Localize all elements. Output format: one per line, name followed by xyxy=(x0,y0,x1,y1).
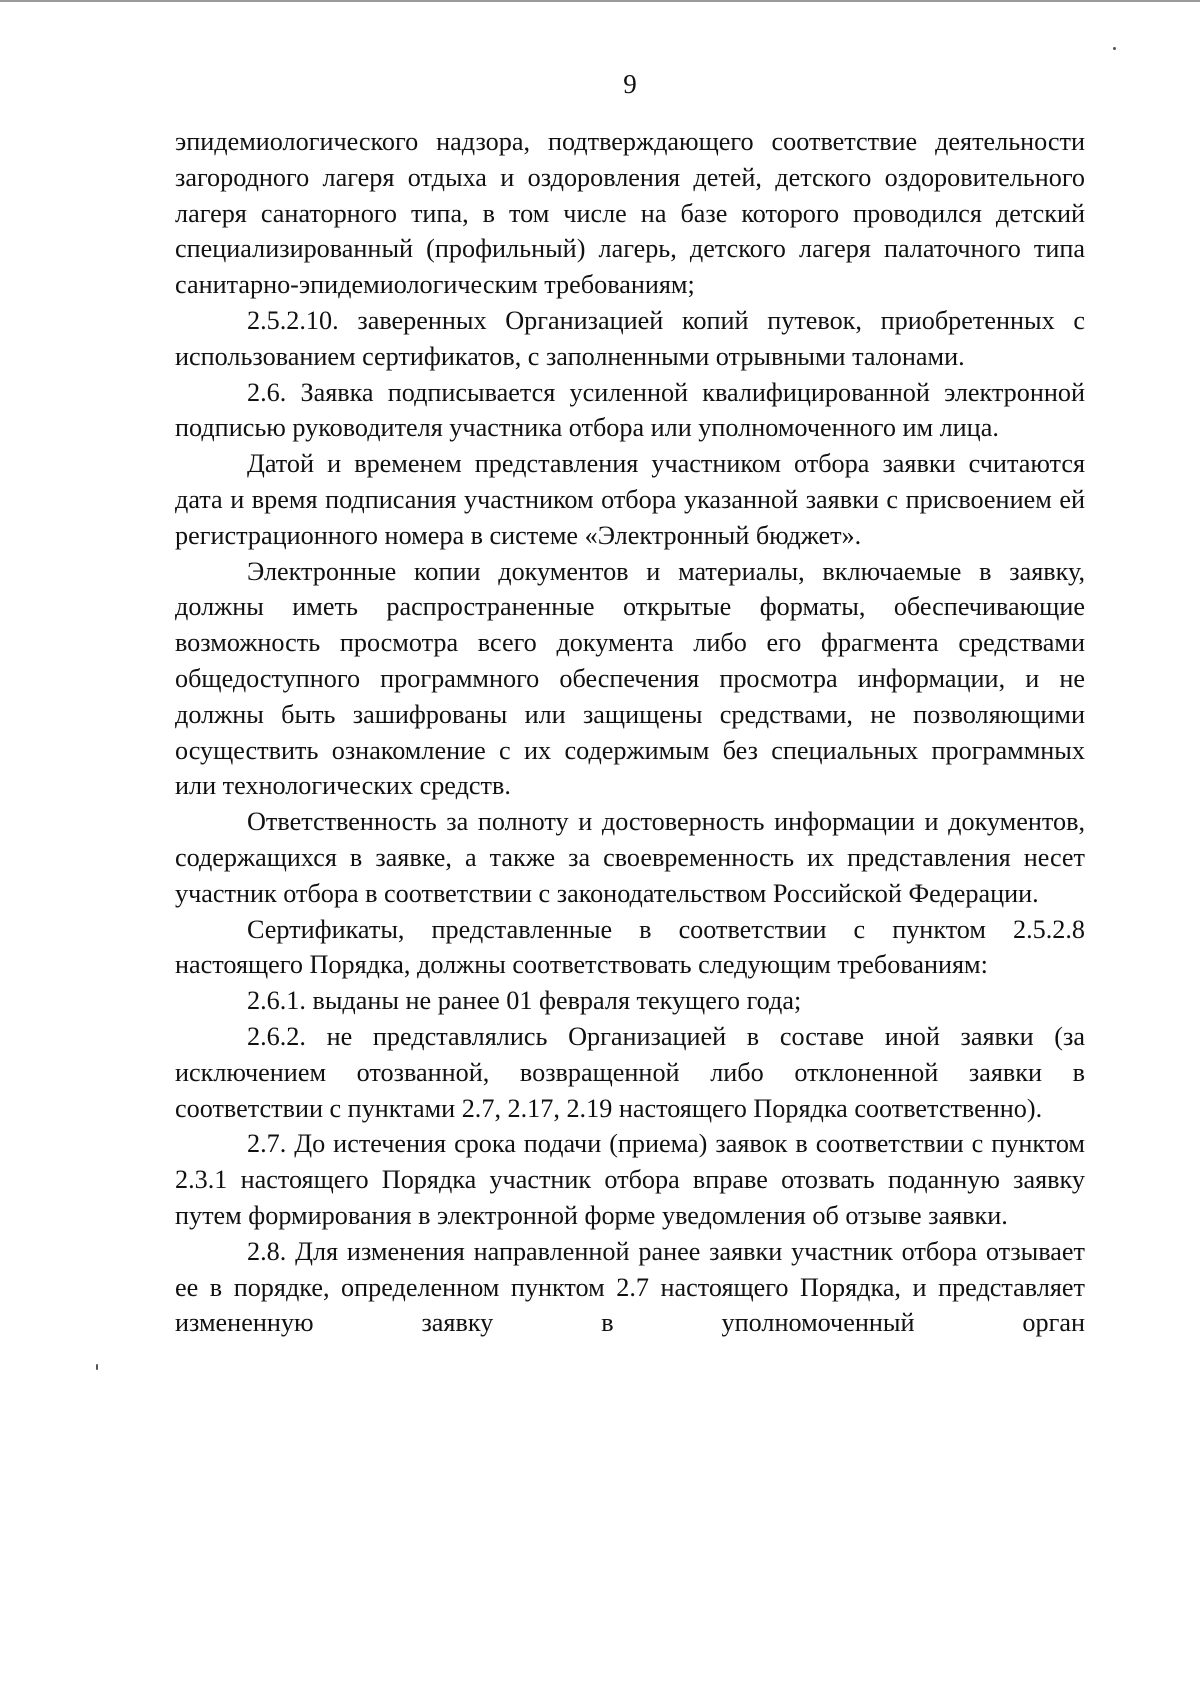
paragraph-2-7: 2.7. До истечения срока подачи (приема) заявок в соответствии с пунктом 2.3.1 настоящего Порядка участник отбора вправе отозвать поданную заявку путем формирования в электронной форме уведомления об отзыве заявки. xyxy=(175,1129,1085,1230)
document-body xyxy=(175,124,1085,1341)
paragraph-responsibility: Ответственность за полноту и достоверность информации и документов, содержащихся в заявке, а также за своевременность их представления несет участник отбора в соответствии с законодательством Российской Федерации. xyxy=(175,807,1085,908)
paragraph-date-time: Датой и временем представления участником отбора заявки считаются дата и время подписания участником отбора указанной заявки с присвоением ей регистрационного номера в системе «Электронный бюджет». xyxy=(175,449,1085,550)
scan-speck xyxy=(1113,47,1116,50)
paragraph-certificates: Сертификаты, представленные в соответствии с пунктом 2.5.2.8 настоящего Порядка, должны соответствовать следующим требованиям: xyxy=(175,914,1085,980)
page-top-edge xyxy=(0,0,1200,2)
paragraph-2-6-2: 2.6.2. не представлялись Организацией в составе иной заявки (за исключением отозванной, возвращенной либо отклоненной заявки в соответствии с пунктами 2.7, 2.17, 2.19 настоящего Порядка соответственно). xyxy=(175,1021,1085,1123)
scan-speck xyxy=(96,1364,98,1370)
paragraph-2-5-2-10: 2.5.2.10. заверенных Организацией копий путевок, приобретенных с использованием сертификатов, с заполненными отрывными талонами. xyxy=(175,305,1085,371)
paragraph-2-8: 2.8. Для изменения направленной ранее заявки участник отбора отзывает ее в порядке, определенном пунктом 2.7 настоящего Порядка, и представляет измененную заявку в уполномоченный орган xyxy=(175,1236,1085,1338)
paragraph-2-6-1: 2.6.1. выданы не ранее 01 февраля текущего года; xyxy=(247,986,802,1016)
paragraph-electronic-copies: Электронные копии документов и материалы, включаемые в заявку, должны иметь распространенные открытые форматы, обеспечивающие возможность просмотра всего документа либо его фрагмента средствами общедоступного программного обеспечения просмотра информации, и не должны быть зашифрованы или защищены средствами, не позволяющими осуществить ознакомление с их содержимым без специальных программных или технологических средств. xyxy=(175,556,1085,801)
page-number: 9 xyxy=(623,69,637,99)
paragraph-2-6: 2.6. Заявка подписывается усиленной квалифицированной электронной подписью руководителя участника отбора или уполномоченного им лица. xyxy=(175,377,1085,443)
paragraph-continuation: эпидемиологического надзора, подтверждающего соответствие деятельности загородного лагеря отдыха и оздоровления детей, детского оздоровительного лагеря санаторного типа, в том числе на базе которого проводился детский специализированный (профильный) лагерь, детского лагеря палаточного типа санитарно-эпидемиологическим требованиям; xyxy=(175,127,1085,300)
